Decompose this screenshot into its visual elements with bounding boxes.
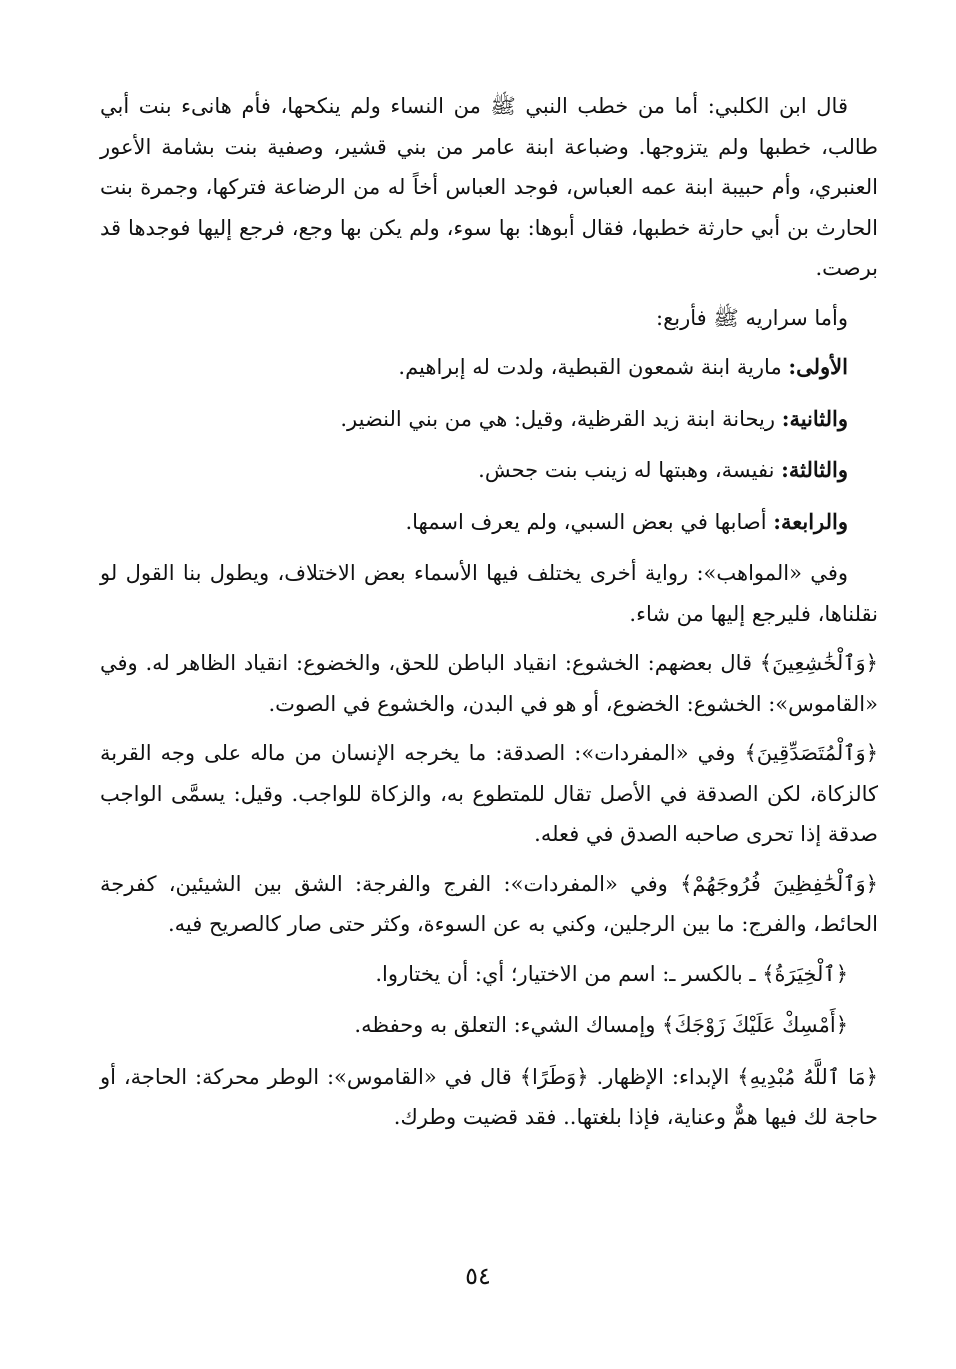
list-item-label: والثانية:: [781, 405, 848, 431]
list-item-label: والرابعة:: [773, 508, 848, 534]
paragraph: وفي «المواهب»: رواية أخرى يختلف فيها الأسماء بعض الاختلاف، ويطول بنا القول لو نقلناها، فليرجع إليها من شاء.: [100, 561, 878, 626]
paragraph: ﴿وَٱلْخَٰشِعِينَ﴾ قال بعضهم: الخشوع: انقياد الباطن للحق، والخضوع: انقياد الظاهر له. وفي «القاموس»: الخشوع: الخضوع، أو هو في البدن، والخشوع في الصوت.: [100, 651, 878, 716]
page-number: ٥٤: [465, 1262, 491, 1290]
list-item: [100, 399, 878, 440]
list-item: [100, 450, 878, 491]
list-item: [100, 502, 878, 543]
quran-gloss-line: ﴿أَمْسِكْ عَلَيْكَ زَوْجَكَ﴾ وإمساك الشيء: التعلق به وحفظه.: [354, 1013, 848, 1037]
paragraph: ﴿مَا ٱللَّهُ مُبْدِيهِ﴾ الإبداء: الإظهار. ﴿وَطَرًا﴾ قال في «القاموس»: الوطر محركة: الحاجة، أو حاجة لك فيها همٌّ وعناية، فإذا بلغتها.. فقد قضيت وطرك.: [100, 1064, 878, 1129]
list-item-text: مارية ابنة شمعون القبطية، ولدت له إبراهيم.: [398, 355, 789, 379]
list-item: [100, 347, 878, 388]
list-item-text: ريحانة ابنة زيد القرظية، وقيل: هي من بني النضير.: [340, 406, 782, 431]
list-item-label: الأولى:: [788, 354, 848, 379]
body-text: [100, 86, 878, 1147]
quran-gloss-line: ﴿ٱلْخِيَرَةُ﴾ ـ بالكسر ـ: اسم من الاختيار؛ أي: أن يختاروا.: [375, 961, 848, 986]
paragraph: ﴿وَٱلْمُتَصَدِّقِينَ﴾ وفي «المفردات»: الصدقة: ما يخرجه الإنسان من ماله على وجه القربة كالزكاة، لكن الصدقة في الأصل تقال للمتطوع به، والزكاة للواجب. وقيل: يسمَّى الواجب صدقة إذا تحرى صاحبه الصدق في فعله.: [100, 741, 878, 846]
paragraph: وأما سراريه ﷺ فأربع:: [656, 305, 848, 330]
list-item-text: نفيسة، وهبتها له زينب بنت جحش.: [478, 458, 782, 482]
paragraph: ﴿وَٱلْحَٰفِظِينَ فُرُوجَهُمْ﴾ وفي «المفردات»: الفرج والفرجة: الشق بين الشيئين، كفرجة الحائط، والفرج: ما بين الرجلين، وكني به عن السوءة، وكثر حتى صار كالصريح فيه.: [100, 871, 878, 936]
list-item-text: أصابها في بعض السبي، ولم يعرف اسمها.: [405, 509, 774, 534]
list-item-label: والثالثة:: [781, 457, 848, 482]
paragraph: قال ابن الكلبي: أما من خطب النبي ﷺ من النساء ولم ينكحها، فأم هانىء بنت أبي طالب، خطبها ولم يتزوجها. وضباعة ابنة عامر من بني قشير، وصفية بنت بشامة الأعور العنبري، وأم حبيبة ابنة عمه العباس، فوجد العباس أخاً له من الرضاعة فتركها، وجمرة بنت الحارث بن أبي حارثة خطبها، فقال أبوها: بها سوء، ولم يكن بها وجع، فرجع إليها فوجدها قد برصت.: [100, 94, 878, 280]
